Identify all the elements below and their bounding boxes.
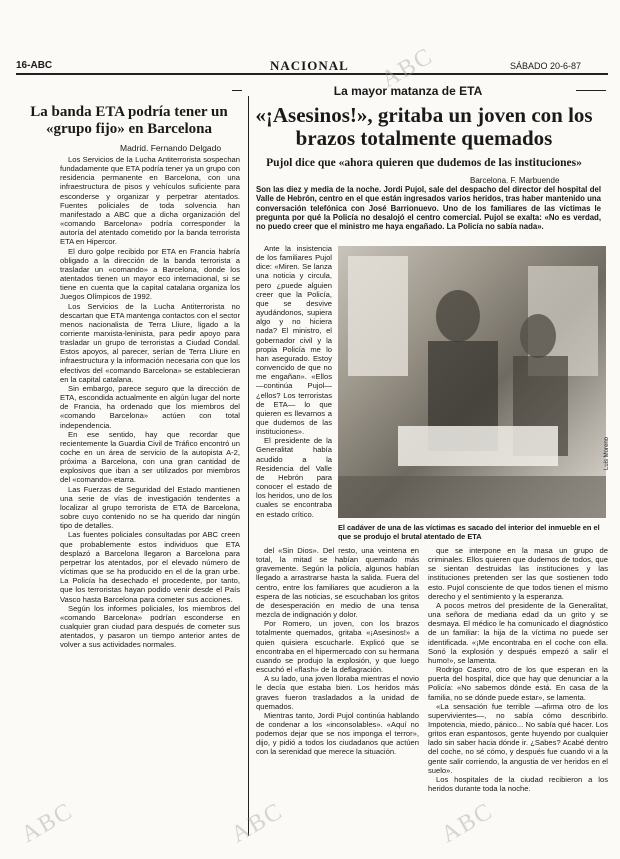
main-article-subtitle: Pujol dice que «ahora quieren que dudemos de las instituciones» — [266, 157, 582, 169]
photo-credit: Luis Moreno — [604, 436, 610, 470]
section-name: NACIONAL — [270, 58, 349, 73]
paragraph: que se interpone en la masa un grupo de criminales. Ellos quieren que dudemos de todos, que se sientan destruidas las instituciones y las instituciones pretenden ser las que sostienen todo esto. Pujol consciente de que todos tienen el mismo derecho y el sentimiento y la esperanza. — [428, 546, 608, 601]
paragraph: Mientras tanto, Jordi Pujol continúa hablando de condenar a los «inconsolables». «Aquí no podemos dejar que se nos imponga el terror», dijo, y pidió a todos los ciudadanos que actúen con la serenidad que merece la situación. — [256, 710, 419, 757]
paragraph: El duro golpe recibido por ETA en Francia habría obligado a la dirección de la banda terrorista a trasladar un «comando» a Barcelona, donde los atentados tienen un mayor eco internacional, si se tiene en cuenta que la capital catalana organiza los Juegos Olímpicos de 1992. — [60, 246, 240, 302]
main-article-byline: Barcelona. F. Marbuende — [470, 176, 560, 185]
paragraph: El presidente de la Generalitat había acudido a la Residencia del Valle de Hebrón para conocer el estado de los heridos, uno de los cuales se encontraba en estado crítico. — [256, 436, 332, 519]
column-divider — [248, 96, 249, 836]
watermark: ABC — [226, 797, 288, 849]
left-article-body — [60, 155, 240, 835]
banner-rule-right — [576, 90, 606, 91]
main-article-lower-right — [428, 546, 608, 836]
news-photo — [338, 246, 606, 518]
paragraph: Ante la insistencia de los familiares Pujol dice: «Miren. Se lanza una noticia y circula, pero ¿puede alguien creer que la Policía, que se desvive ayudándonos, supiera algo y no hiciera nada? El ministro, el gobernador civil y la propia Policía me lo han asegurado. Estoy convencido de que no me engañan». «Ellos —continúa Pujol— ¿ellos? Los terroristas de ETA— lo que quieren es llevarnos a que dudemos de las instituciones». — [256, 244, 332, 437]
watermark: ABC — [16, 797, 78, 849]
paragraph: A su lado, una joven lloraba mientras el novio le decía que estaba bien. Los heridos más graves fueron trasladados a la unidad de quemados. — [256, 674, 419, 711]
brand-logo: ABC — [30, 60, 53, 71]
main-article-lower-left — [256, 546, 419, 836]
paragraph: Las Fuerzas de Seguridad del Estado mantienen una serie de vías de investigación tendentes a localizar al grupo terrorista de ETA de Barcelona, sobre cuyo contenido no se ha querido dar ningún tipo de detalles. — [60, 484, 240, 531]
paragraph: En ese sentido, hay que recordar que recientemente la Guardia Civil de Tráfico encontró un coche en un área de servicio de la autopista A-2, próxima a Barcelona, con una gran cantidad de explosivos que iban a ser utilizados por miembros del «comando» etarra. — [60, 429, 240, 485]
watermark: ABC — [436, 797, 498, 849]
paragraph: Rodrigo Castro, otro de los que esperan en la puerta del hospital, dice que hay que denunciar a la Policía: «No sabemos dónde está. En casa de la familia, no se dónde puede estar», se lamenta. — [428, 665, 608, 702]
paragraph: del «Sin Dios». Del resto, una veintena en total, la mitad se habían quemado más gravemente. Según la policía, algunos habían llegado a arrastrarse hasta la salida. Fuera del centro, entre los familiares que acudieron a la espera de las noticias, se escuchaban los gritos de desesperación en medio de una tensa mezcla de indignación y dolor. — [256, 546, 419, 620]
paragraph: Sin embargo, parece seguro que la dirección de ETA, escondida actualmente en algún lugar del norte de Francia, ha ordenado que los miembros del «comando Barcelona» actúen con total independencia. — [60, 383, 240, 430]
section-banner: La mayor matanza de ETA — [333, 84, 483, 98]
main-article-lead: Son las diez y media de la noche. Jordi Pujol, sale del despacho del director del hospital del Valle de Hebrón, centro en el que están ingresados varios heridos, tras haber mantenido una conversación telefónica con José Barrionuevo. Uno de los familiares de las víctimas le pregunta por qué la Policía no desalojó el centro comercial. Pujol se exalta: «No es verdad, no puedo creer que el ministro me haya engañado. La Policía no sabía nada». — [256, 185, 601, 232]
page-number: 16-ABC — [16, 60, 53, 71]
paragraph: Los Servicios de la Lucha Antiterrorista sospechan fundadamente que ETA podría tener ya un grupo con residencia permanente en Barcelona, con una infraestructura de pisos y vehículos suficiente para esconderse y organizar y perpetrar atentados. Fuentes policiales de toda solvencia han manifestado a ABC que a dicha organización del «comando Barcelona» podría corresponder la autoría del atentado cometido por la banda terrorista ETA en Hipercor. — [60, 155, 240, 247]
paragraph: A pocos metros del presidente de la Generalitat, una señora de mediana edad da un grito y se desmaya. El médico le ha comunicado el diagnóstico de un familiar: la hija de la víctima no puede ser identificada. «¡Me encontraba en el coche con ella. Sonó la explosión y después empezó a salir el humo!», se lamenta. — [428, 600, 608, 665]
paragraph: Los Servicios de la Lucha Antiterrorista no descartan que ETA mantenga contactos con el sector menos nacionalista de Terra Lliure, ligado a la corriente marxista-leninista, para pedir apoyo para trasladar un grupo de terroristas a Ciudad Condal. Estos apoyos, al parecer, serían de Terra Lliure en infraestructura y la información necesaria con que los efectivos del «comando Barcelona» se establecieran en la capital catalana. — [60, 301, 240, 384]
main-article-column — [256, 244, 332, 536]
paragraph: «La sensación fue terrible —afirma otro de los supervivientes—, no sabía cómo describirlo. Impotencia, miedo, pánico... No sabía qué hacer. Los gritos eran espantosos, gente huyendo por cualquier lado sin saber hacia dónde ir. ¿Sabes? Acabé dentro del coche, no sé cómo, y después fue cuando vi a la gente salir corriendo, la angustia de ver heridos en el suelo». — [428, 701, 608, 775]
paragraph: Por Romero, un joven, con los brazos totalmente quemados, gritaba «¡Asesinos!» a quien quisiera escucharle. Explicó que se encontraba en el hipermercado con su hermana cuando se produjo la explosión, y que luego escuchó el «flash» de la deflagración. — [256, 619, 419, 675]
left-article-title: La banda ETA podría tener un «grupo fijo» en Barcelona — [30, 104, 228, 137]
photo-scene — [338, 246, 606, 518]
watermark: ABC — [376, 42, 438, 94]
main-article-title: «¡Asesinos!», gritaba un joven con los brazos totalmente quemados — [255, 103, 593, 150]
paragraph: Los hospitales de la ciudad recibieron a los heridos durante toda la noche. — [428, 774, 608, 794]
left-article-byline: Madrid. Fernando Delgado — [120, 143, 222, 153]
issue-date: SÁBADO 20-6-87 — [510, 61, 582, 71]
paragraph: Según los informes policiales, los miembros del «comando Barcelona» podrían esconderse en cualquier gran ciudad para después de cometer sus atentados, y pasaron un tiempo anterior antes de volver a sus actividades normales. — [60, 603, 240, 650]
header-rule — [16, 73, 608, 75]
paragraph: Las fuentes policiales consultadas por ABC creen que probablemente estos individuos que ETA desplazó a Barcelona llegaron a Barcelona para perpetrar los atentados, por el elevado número de víctimas que se ha producido en el de la gran urbe. La Policía ha desechado el procedente, por tanto, que los terroristas hayan podido venir desde el País Vasco hasta Barcelona para cometer sus acciones. — [60, 530, 240, 604]
photo-caption: El cadáver de una de las víctimas es sacado del interior del inmueble en el que se produjo el brutal atentado de ETA — [338, 523, 600, 541]
banner-rule-left — [232, 90, 242, 91]
